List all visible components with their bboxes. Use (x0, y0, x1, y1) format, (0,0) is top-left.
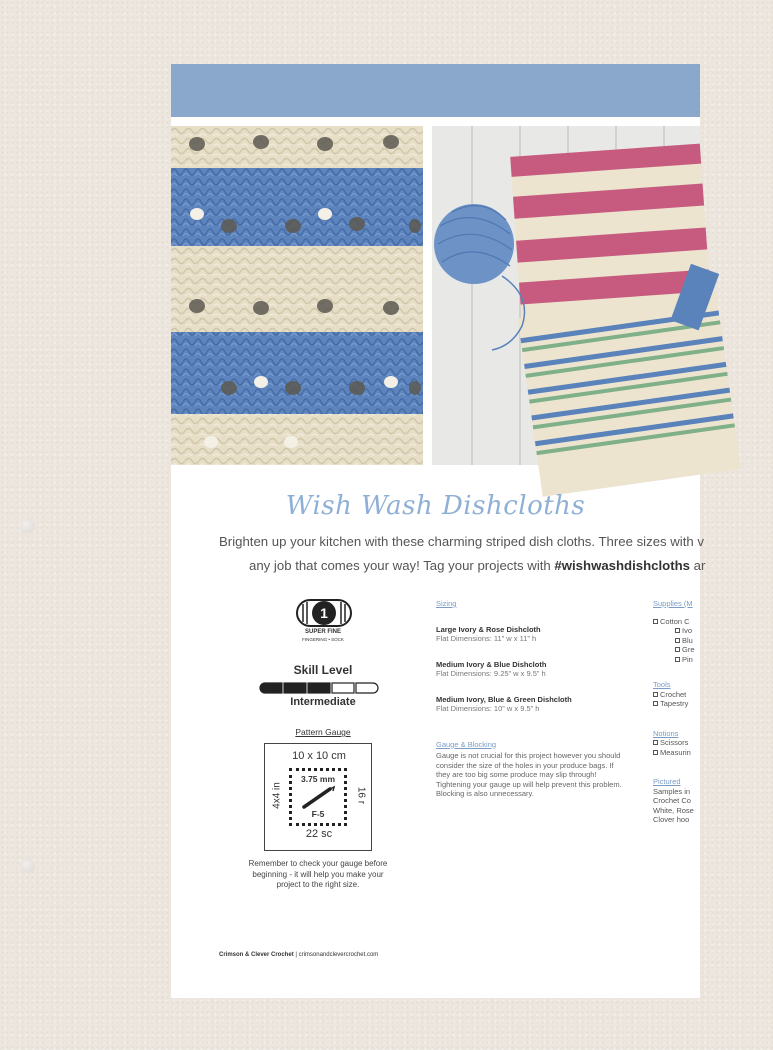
footer-brand: Crimson & Clever Crochet (219, 952, 294, 958)
pictured-line: Samples in (653, 786, 691, 796)
binder-hole (20, 518, 35, 533)
gauge-diagram (264, 743, 372, 851)
supply-subitem (653, 626, 773, 636)
sizing-column (436, 599, 626, 799)
gauge-size: 10 x 10 cm (292, 750, 346, 762)
footer (219, 952, 378, 958)
skill-segment (260, 683, 282, 693)
notion-item (653, 748, 773, 758)
gauge-inches: 4x4 in (271, 782, 283, 809)
checkbox-icon (653, 740, 658, 745)
hook-letter: F-5 (311, 809, 325, 819)
header-bar (171, 64, 700, 117)
notions-heading: Notions (653, 728, 679, 738)
intro-line-2-suffix: ar (690, 558, 706, 573)
size-name: Medium Ivory & Blue Dishcloth (436, 659, 547, 669)
pictured-heading: Pictured (653, 777, 681, 786)
intro-text (219, 530, 739, 578)
checkbox-icon (675, 657, 680, 662)
notion-item (653, 738, 773, 748)
skill-segment (308, 683, 330, 693)
intro-line-2-prefix: any job that comes your way! Tag your projects with (249, 558, 555, 573)
supply-sublabel: Blu (682, 635, 693, 645)
checkbox-icon (675, 628, 680, 633)
skill-level-bar (259, 682, 379, 694)
notion-label: Measurin (660, 747, 691, 757)
skill-level-title: Skill Level (293, 663, 353, 677)
supply-subitem (653, 636, 773, 646)
sizing-heading: Sizing (436, 599, 457, 608)
footer-separator: | (293, 952, 299, 958)
tool-label: Crochet (660, 689, 687, 699)
supply-item (653, 617, 773, 627)
supplies-column (653, 599, 773, 825)
checkbox-icon (653, 750, 658, 755)
tool-item (653, 690, 773, 700)
size-dimensions: Flat Dimensions: 10” w x 9.5” h (436, 704, 540, 713)
intro-line-2 (219, 554, 739, 578)
tool-item (653, 699, 773, 709)
pictured-line: Crochet Co (653, 796, 691, 805)
gauge-stitches: 22 sc (305, 828, 333, 840)
pictured-line: Clover hoo (653, 815, 690, 824)
size-dimensions: Flat Dimensions: 11” w x 11” h (436, 634, 537, 643)
checkbox-icon (653, 701, 658, 706)
supply-sublabel: Ivo (682, 626, 693, 635)
skill-segment (332, 683, 354, 693)
size-name: Medium Ivory, Blue & Green Dishcloth (436, 694, 572, 704)
dishcloths-photo (432, 126, 700, 465)
supply-sublabel: Gre (682, 645, 695, 654)
gauge-swatch (289, 768, 347, 826)
hashtag: #wishwashdishcloths (554, 558, 690, 573)
footer-url[interactable]: crimsonandclevercrochet.com (298, 952, 379, 958)
gauge-title: Pattern Gauge (295, 727, 351, 737)
gauge-note: Remember to check your gauge before beginning - it will help you make your project to the right size. (248, 859, 388, 889)
yarn-weight-number: 1 (320, 605, 328, 621)
hook-mm: 3.75 mm (300, 774, 336, 784)
yarn-weight-icon (295, 598, 353, 628)
skill-level-value: Intermediate (290, 696, 356, 708)
notion-label: Scissors (660, 738, 689, 747)
size-name: Large Ivory & Rose Dishcloth (436, 624, 541, 634)
pattern-title: Wish Wash Dishcloths (285, 491, 586, 521)
skill-segment (284, 683, 306, 693)
size-dimensions: Flat Dimensions: 9.25” w x 9.5” h (436, 669, 546, 678)
checkbox-icon (675, 638, 680, 643)
supply-subitem (653, 645, 773, 655)
checkbox-icon (675, 647, 680, 652)
yarn-weight-name: SUPER FINE (304, 629, 341, 635)
intro-line-1: Brighten up your kitchen with these charming striped dish cloths. Three sizes with v (219, 534, 704, 549)
crochet-hook-icon (300, 785, 336, 809)
supply-sublabel: Pin (682, 654, 693, 664)
checkbox-icon (653, 619, 658, 624)
gauge-rows: 16 r (355, 786, 367, 805)
supplies-heading: Supplies (M (653, 599, 693, 608)
gauge-blocking-text: Gauge is not crucial for this project however you should consider the size of the holes in your produce bags. If they are too big some produce may slip through! Tightening your gauge up will help prevent this problem. Blocking is also unnecessary. (436, 751, 622, 798)
gauge-blocking-heading: Gauge & Blocking (436, 739, 497, 749)
pattern-page (171, 64, 706, 998)
tools-heading: Tools (653, 680, 671, 689)
stitch-closeup-photo (171, 126, 423, 465)
tool-label: Tapestry (660, 699, 689, 708)
supply-subitem (653, 655, 773, 665)
yarn-weight-sublabel: FINGERING • SOCK (302, 637, 344, 642)
supply-label: Cotton C (660, 616, 690, 626)
binder-hole (20, 858, 35, 873)
skill-segment (356, 683, 378, 693)
pictured-line: White, Rose (653, 805, 694, 815)
yarn-weight-label (283, 629, 363, 643)
checkbox-icon (653, 692, 658, 697)
